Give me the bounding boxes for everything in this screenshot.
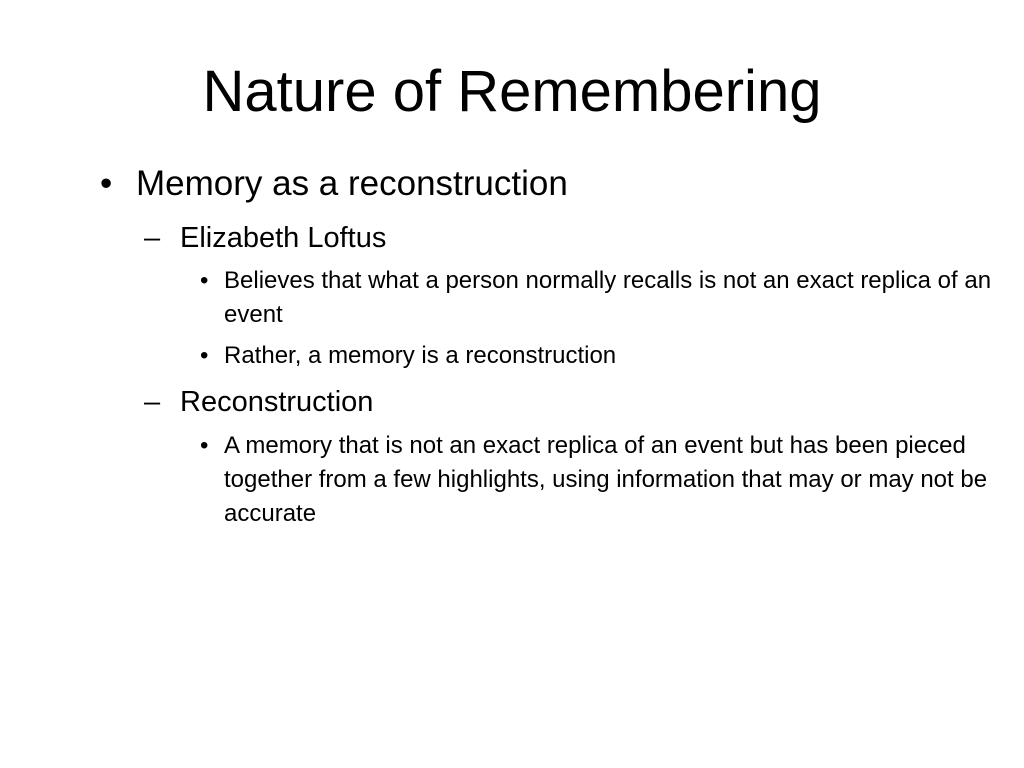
bullet-text: Rather, a memory is a reconstruction xyxy=(224,342,617,369)
bullet-dot-icon: • xyxy=(200,267,209,294)
bullet-text: Reconstruction xyxy=(180,386,374,418)
bullet-level3 xyxy=(200,264,994,332)
bullet-dash-icon: – xyxy=(144,222,161,254)
bullet-level3 xyxy=(200,339,994,373)
bullet-level2 xyxy=(144,385,1000,419)
bullet-text: A memory that is not an exact replica of an event but has been pieced together from a few highlights, using information that may or may not be accurate xyxy=(224,432,988,527)
bullet-text: Elizabeth Loftus xyxy=(180,222,387,254)
bullet-dot-icon: • xyxy=(200,432,209,459)
slide-title: Nature of Remembering xyxy=(202,59,822,124)
bullet-level3 xyxy=(200,429,994,531)
bullet-level1 xyxy=(100,164,996,204)
bullet-level2 xyxy=(144,221,1000,255)
bullet-dot-icon: • xyxy=(100,164,113,203)
bullet-dash-icon: – xyxy=(144,386,161,418)
bullet-dot-icon: • xyxy=(200,342,209,369)
bullet-text: Memory as a reconstruction xyxy=(136,164,568,203)
bullet-text: Believes that what a person normally recalls is not an exact replica of an event xyxy=(224,267,992,328)
